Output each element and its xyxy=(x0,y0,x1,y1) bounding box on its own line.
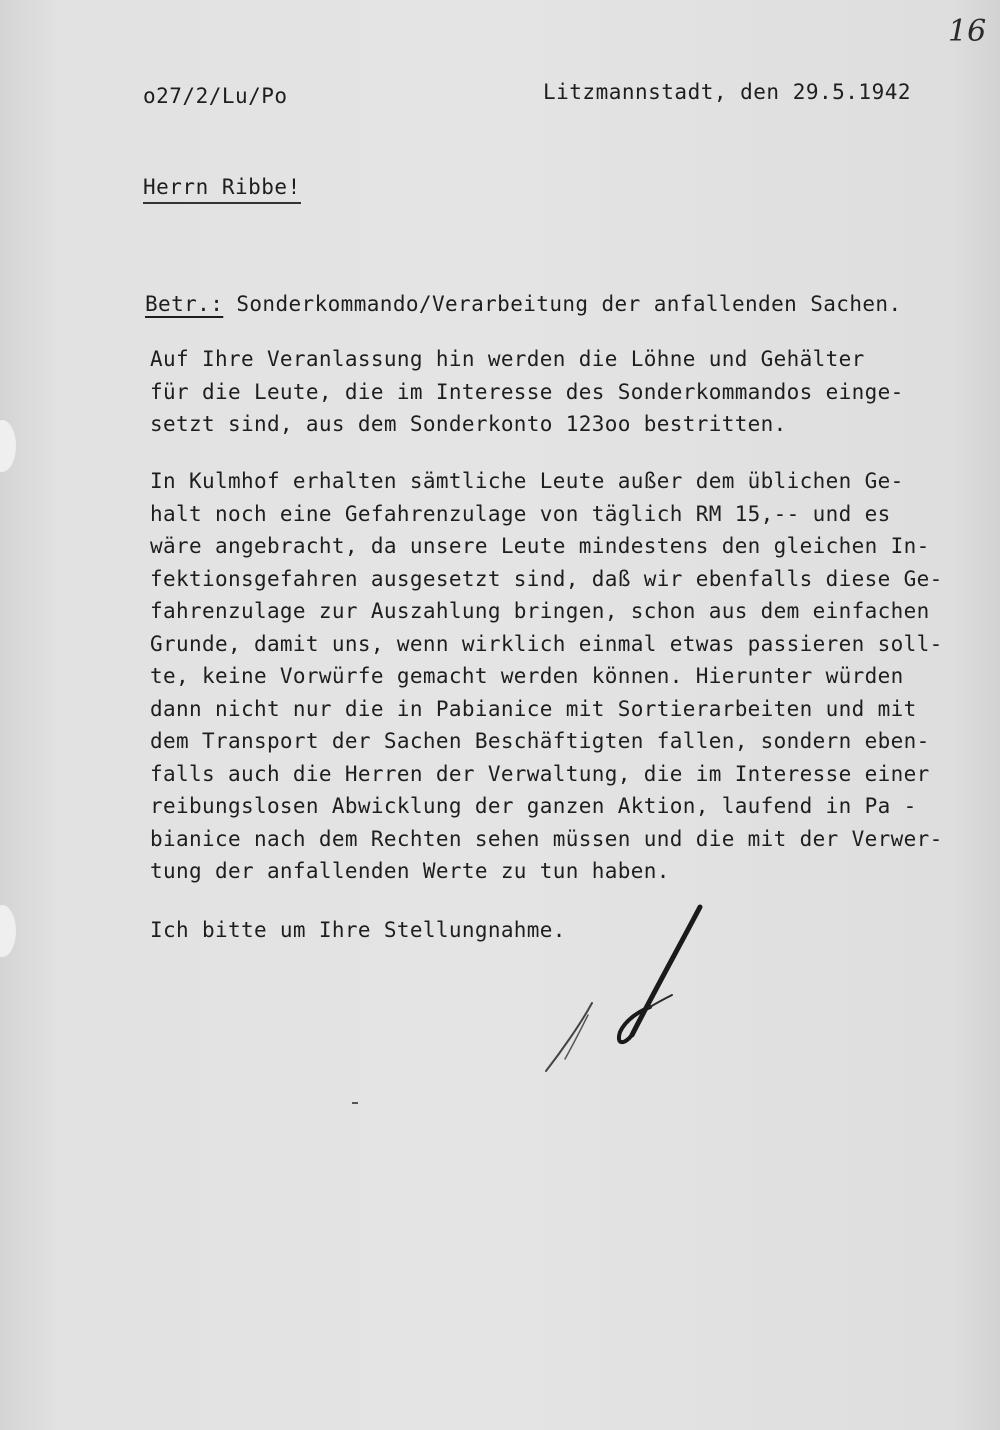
punch-hole xyxy=(0,905,16,957)
punch-hole xyxy=(0,420,16,472)
handwritten-signature xyxy=(520,895,720,1095)
page-number: 16 xyxy=(948,14,987,49)
body-paragraph: In Kulmhof erhalten sämtliche Leute außer dem üblichen Ge- halt noch eine Gefahrenzulage von täglich RM 15,-- und es wäre angebracht, da unsere Leute mindestens den gleichen In- fektionsgefahren ausgesetzt sind, daß wir ebenfalls diese Ge- fahrenzulage zur Auszahlung bringen, schon aus dem einfachen Grunde, damit uns, wenn wirklich einmal etwas passieren soll- te, keine Vorwürfe gemacht werden können. Hierunter würden dann nicht nur die in Pabianice mit Sortierarbeiten und mit dem Transport der Sachen Beschäftigten fallen, sondern eben- falls auch die Herren der Verwaltung, die im Interesse einer reibungslosen Abwicklung der ganzen Aktion, laufend in Pa - bianice nach dem Rechten sehen müssen und die mit der Verwer- tung der anfallenden Werte zu tun haben. xyxy=(150,469,943,883)
subject-label: Betr.: xyxy=(145,292,224,316)
recipient-salutation: Herrn Ribbe! xyxy=(143,175,301,204)
place-and-date: Litzmannstadt, den 29.5.1942 xyxy=(543,80,912,104)
subject-text: Sonderkommando/Verarbeitung der anfallenden Sachen. xyxy=(236,292,902,316)
body-paragraph: Auf Ihre Veranlassung hin werden die Löhne und Gehälter für die Leute, die im Interesse des Sonderkommandos einge- setzt sind, aus dem Sonderkonto 123oo bestritten. xyxy=(150,347,904,436)
paper-speck xyxy=(352,1102,358,1104)
subject-line xyxy=(145,292,902,316)
reference-code: o27/2/Lu/Po xyxy=(143,84,288,108)
closing-request: Ich bitte um Ihre Stellungnahme. xyxy=(150,918,566,942)
